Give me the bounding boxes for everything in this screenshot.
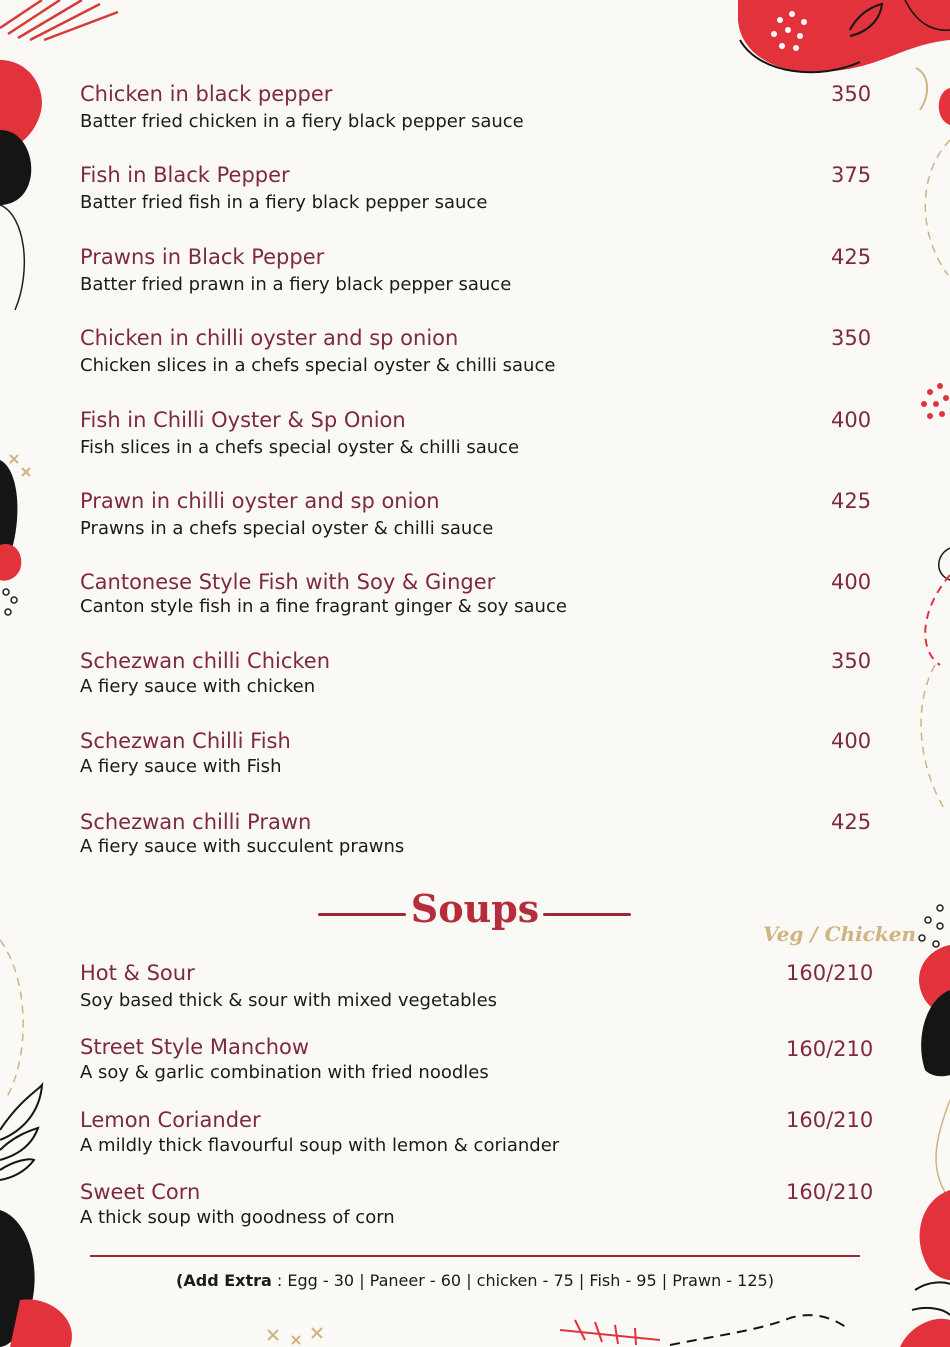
footer-divider: [90, 1255, 860, 1257]
add-extra-prices: : Egg - 30 | Paneer - 60 | chicken - 75 | Fish - 95 | Prawn - 125): [271, 1271, 774, 1290]
item-price: 160/210: [786, 1037, 874, 1061]
black-blob-icon: [921, 990, 950, 1076]
item-price: 350: [831, 82, 872, 106]
menu-item: [80, 569, 880, 619]
item-name: Schezwan chilli Prawn: [80, 810, 312, 834]
flower-cluster-icon: [921, 383, 949, 419]
item-price: 400: [831, 570, 872, 594]
red-blob-icon: [0, 544, 21, 581]
item-description: A fiery sauce with chicken: [80, 676, 316, 697]
item-price: 350: [831, 326, 872, 350]
item-name: Prawn in chilli oyster and sp onion: [80, 489, 440, 513]
add-extra-note: [0, 1271, 950, 1290]
item-description: Batter fried fish in a fiery black pepper sauce: [80, 192, 488, 213]
item-description: Soy based thick & sour with mixed vegetables: [80, 990, 498, 1011]
item-description: A soy & garlic combination with fried noodles: [80, 1062, 489, 1083]
item-price: 160/210: [786, 961, 874, 985]
item-name: Chicken in chilli oyster and sp onion: [80, 326, 459, 350]
title-divider-right: [543, 913, 631, 916]
price-subheading: Veg / Chicken: [763, 922, 916, 946]
menu-item: [80, 81, 880, 134]
menu-item: [80, 728, 880, 779]
red-blob-icon: [0, 60, 42, 150]
item-description: Fish slices in a chefs special oyster & chilli sauce: [80, 437, 520, 458]
item-description: A thick soup with goodness of corn: [80, 1207, 395, 1228]
menu-item: [80, 488, 880, 541]
item-price: 400: [831, 408, 872, 432]
item-name: Fish in Chilli Oyster & Sp Onion: [80, 408, 406, 432]
menu-item: [80, 325, 880, 378]
red-blob-icon: [939, 88, 950, 125]
menu-item: [80, 1107, 880, 1158]
item-name: Schezwan chilli Chicken: [80, 649, 331, 673]
flower-cluster-icon: [771, 11, 807, 51]
leaf-branch-icon: [0, 0, 118, 40]
red-blob-icon: [10, 1299, 72, 1347]
section-title: Soups: [410, 886, 540, 931]
item-description: A fiery sauce with Fish: [80, 756, 282, 777]
item-description: Chicken slices in a chefs special oyster & chilli sauce: [80, 355, 556, 376]
menu-item: [80, 648, 880, 699]
menu-item: [80, 162, 880, 215]
leaf-outline-icon: [0, 1085, 42, 1180]
item-price: 160/210: [786, 1108, 874, 1132]
item-price: 160/210: [786, 1180, 874, 1204]
item-name: Cantonese Style Fish with Soy & Ginger: [80, 570, 496, 594]
item-description: Prawns in a chefs special oyster & chilli sauce: [80, 518, 494, 539]
menu-item: [80, 1034, 880, 1085]
item-description: A mildly thick flavourful soup with lemon & coriander: [80, 1135, 560, 1156]
item-description: Canton style fish in a fine fragrant ginger & soy sauce: [80, 596, 567, 617]
black-blob-icon: [0, 130, 31, 205]
menu-item: [80, 1179, 880, 1230]
leaf-outline-icon: [850, 4, 882, 36]
item-price: 425: [831, 489, 872, 513]
menu-item: [80, 809, 880, 859]
leaf-branch-icon: [560, 1320, 660, 1345]
red-blob-icon: [900, 1319, 950, 1347]
red-blob-icon: [919, 945, 950, 1015]
item-price: 375: [831, 163, 872, 187]
menu-item: [80, 244, 880, 297]
item-price: 425: [831, 245, 872, 269]
item-price: 400: [831, 729, 872, 753]
item-name: Chicken in black pepper: [80, 82, 333, 106]
red-blob-icon: [920, 1190, 950, 1280]
item-name: Fish in Black Pepper: [80, 163, 290, 187]
item-description: Batter fried chicken in a fiery black pepper sauce: [80, 111, 524, 132]
item-description: Batter fried prawn in a fiery black pepper sauce: [80, 274, 512, 295]
item-name: Prawns in Black Pepper: [80, 245, 325, 269]
item-description: A fiery sauce with succulent prawns: [80, 836, 405, 857]
item-name: Street Style Manchow: [80, 1035, 310, 1059]
menu-item: [80, 407, 880, 460]
menu-item: [80, 960, 880, 1013]
item-name: Sweet Corn: [80, 1180, 201, 1204]
black-blob-icon: [0, 460, 17, 560]
item-name: Lemon Coriander: [80, 1108, 261, 1132]
red-blob-icon: [738, 0, 950, 72]
item-price: 425: [831, 810, 872, 834]
add-extra-label: (Add Extra: [176, 1271, 272, 1290]
item-name: Schezwan Chilli Fish: [80, 729, 291, 753]
item-name: Hot & Sour: [80, 961, 195, 985]
item-price: 350: [831, 649, 872, 673]
